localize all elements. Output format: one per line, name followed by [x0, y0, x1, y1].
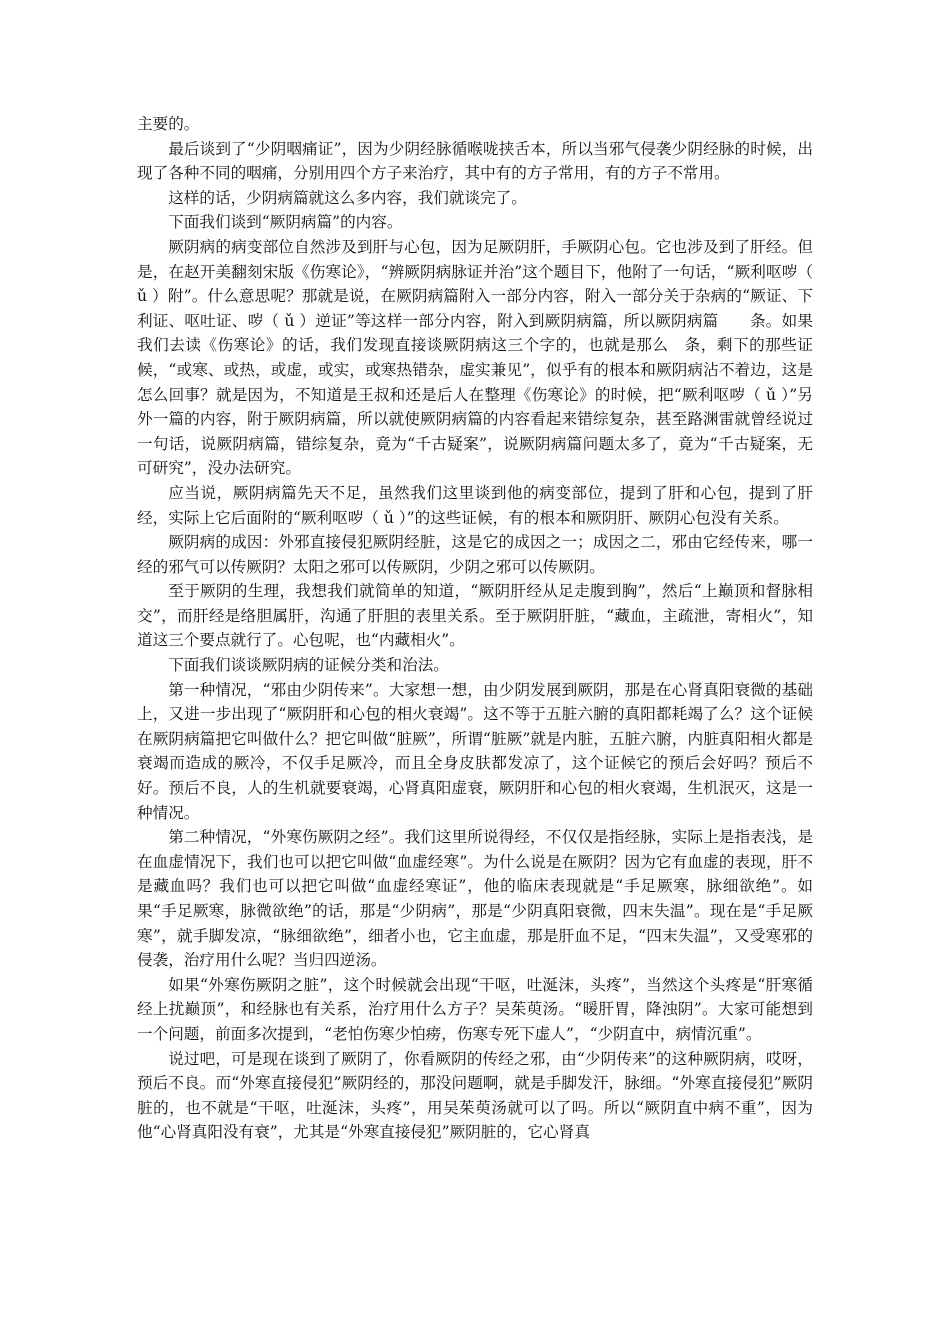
paragraph-12: 如果“外寒伤厥阴之脏”，这个时候就会出现“干呕，吐涎沫，头疼”，当然这个头疼是“肝寒循经上扰巅顶”，和经脉也有关系，治疗用什么方子？吴茱萸汤。“暖肝胃，降浊阴”。大家可能想到一个问题，前面多次提到，“老怕伤寒少怕痨，伤寒专死下虚人”，“少阴直中，病情沉重”。: [137, 975, 813, 1043]
paragraph-1: 主要的。: [137, 115, 200, 133]
paragraph-5: 厥阴病的病变部位自然涉及到肝与心包，因为足厥阴肝，手厥阴心包。它也涉及到了肝经。但是，在赵开美翻刻宋版《伤寒论》，“辨厥阴病脉证并治”这个题目下，他附了一句话，“厥利呕哕（ ǔ ）附”。什么意思呢？那就是说，在厥阴病篇附入一部分内容，附入一部分关于杂病的“厥证、下利证、呕吐证、哕（ ǔ ）逆证”等这样一部分内容，附入到厥阴病篇，所以厥阴病篇 条。如果我们去读《伤寒论》的话，我们发现直接谈厥阴病这三个字的，也就是那么 条，剩下的那些证候，“或寒、或热，或虚，或实，或寒热错杂，虚实兼见”，似乎有的根本和厥阴病沾不着边，这是怎么回事？就是因为，不知道是王叔和还是后人在整理《伤寒论》的时候，把“厥利呕哕（ ǔ ）”另外一篇的内容，附于厥阴病篇，所以就使厥阴病篇的内容看起来错综复杂，甚至路渊雷就曾经说过一句话，说厥阴病篇，错综复杂，竟为“千古疑案”，说厥阴病篇问题太多了，竟为“千古疑案，无可研究”，没办法研究。: [137, 237, 813, 478]
paragraph-10: 第一种情况，“邪由少阴传来”。大家想一想，由少阴发展到厥阴，那是在心肾真阳衰微的基础上，又进一步出现了“厥阴肝和心包的相火衰竭”。这不等于五脏六腑的真阳都耗竭了么？这个证候在厥阴病篇把它叫做什么？把它叫做“脏厥”，所谓“脏厥”就是内脏，五脏六腑，内脏真阳相火都是衰竭而造成的厥冷，不仅手足厥冷，而且全身皮肤都发凉了，这个证候它的预后会好吗？预后不好。预后不良，人的生机就要衰竭，心肾真阳虚衰，厥阴肝和心包的相火衰竭，生机泯灭，这是一种情况。: [137, 680, 813, 822]
document-page: [137, 112, 813, 1145]
paragraph-2: 最后谈到了“少阴咽痛证”，因为少阴经脉循喉咙挟舌本，所以当邪气侵袭少阴经脉的时候，出现了各种不同的咽痛，分别用四个方子来治疗，其中有的方子常用，有的方子不常用。: [137, 139, 813, 183]
paragraph-6: 应当说，厥阴病篇先天不足，虽然我们这里谈到他的病变部位，提到了肝和心包，提到了肝经，实际上它后面附的“厥利呕哕（ ǔ ）”的这些证候，有的根本和厥阴肝、厥阴心包没有关系。: [137, 483, 813, 527]
paragraph-3: 这样的话，少阴病篇就这么多内容，我们就谈完了。: [168, 188, 527, 207]
paragraph-7: 厥阴病的成因：外邪直接侵犯厥阴经脏，这是它的成因之一；成因之二，邪由它经传来，哪一经的邪气可以传厥阴？太阳之邪可以传厥阴，少阴之邪可以传厥阴。: [137, 533, 813, 576]
paragraph-11: 第二种情况，“外寒伤厥阴之经”。我们这里所说得经，不仅仅是指经脉，实际上是指表浅，是在血虚情况下，我们也可以把它叫做“血虚经寒”。为什么说是在厥阴？因为它有血虚的表现，肝不是藏血吗？我们也可以把它叫做“血虚经寒证”，他的临床表现就是“手足厥寒，脉细欲绝”。如果“手足厥寒，脉微欲绝”的话，那是“少阴病”，那是“少阴真阳衰微，四末失温”。现在是“手足厥寒”，就手脚发凉，“脉细欲绝”，细者小也，它主血虚，那是肝血不足，“四末失温”，又受寒邪的侵袭，治疗用什么呢？当归四逆汤。: [137, 828, 813, 970]
paragraph-9: 下面我们谈谈厥阴病的证候分类和治法。: [168, 656, 449, 675]
paragraph-4: 下面我们谈到“厥阴病篇”的内容。: [168, 213, 403, 232]
paragraph-13: 说过吧，可是现在谈到了厥阴了，你看厥阴的传经之邪，由“少阴传来”的这种厥阴病，哎呀，预后不良。而“外寒直接侵犯”厥阴经的，那没问题啊，就是手脚发汗，脉细。“外寒直接侵犯”厥阴脏的，也不就是“干呕，吐涎沫，头疼”，用吴茱萸汤就可以了吗。所以“厥阴直中病不重”，因为他“心肾真阳没有衰”，尤其是“外寒直接侵犯”厥阴脏的，它心肾真: [137, 1049, 813, 1142]
paragraph-8: 至于厥阴的生理，我想我们就简单的知道，“厥阴肝经从足走腹到胸”，然后“上巅顶和督脉相交”，而肝经是络胆属肝，沟通了肝胆的表里关系。至于厥阴肝脏，“藏血，主疏泄，寄相火”，知道这三个要点就行了。心包呢，也“内藏相火”。: [137, 582, 813, 650]
